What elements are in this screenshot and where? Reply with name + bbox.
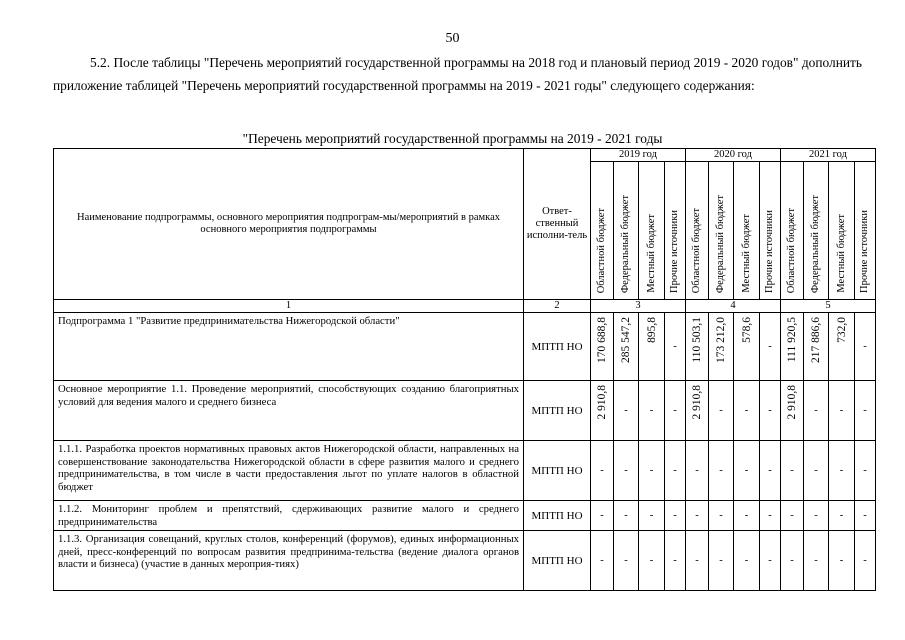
row-value: -	[591, 441, 614, 501]
table-title: "Перечень мероприятий государственной программы на 2019 - 2021 годы	[242, 131, 663, 146]
row-value: -	[709, 501, 734, 531]
table-row	[54, 441, 876, 501]
header-year-2021: 2021 год	[781, 149, 876, 162]
row-value	[686, 381, 709, 441]
row-value: -	[855, 501, 876, 531]
table-row	[54, 531, 876, 591]
row-value: -	[734, 441, 760, 501]
row-value: -	[760, 381, 781, 441]
row-value-text: 170 688,8	[596, 317, 608, 363]
col-number: 2	[524, 300, 591, 313]
row-value: -	[734, 501, 760, 531]
row-value: -	[665, 441, 686, 501]
header-year-2020: 2020 год	[686, 149, 781, 162]
row-value	[639, 313, 665, 381]
row-value	[591, 313, 614, 381]
row-value: -	[614, 441, 639, 501]
row-name: 1.1.3. Организация совещаний, круглых столов, конференций (форумов), единых информационных дней, пресс-конференций по вопросам развития предпринима-тельства (ведение диалога органов власти и бизнеса) (участие в данных мероприя-тиях)	[54, 531, 524, 591]
col-number: 3	[591, 300, 686, 313]
row-value: -	[804, 441, 829, 501]
row-value: -	[665, 381, 686, 441]
row-value: -	[614, 381, 639, 441]
row-value-text: 111 920,5	[786, 317, 798, 363]
row-name: Основное мероприятие 1.1. Проведение мероприятий, способствующих созданию благоприятных условий для ведения малого и среднего бизнеса	[54, 381, 524, 441]
row-value: -	[804, 381, 829, 441]
table-row	[54, 381, 876, 441]
row-value: -	[760, 501, 781, 531]
row-value-text: 2 910,8	[691, 385, 703, 420]
table-row	[54, 313, 876, 381]
row-name: 1.1.1. Разработка проектов нормативных правовых актов Нижегородской области, направленных на совершенствование законодательства Нижегородской области в сфере развития малого и среднего предпринимательства, в том числе в части предоставления льгот по уплате налогов в областной бюджет	[54, 441, 524, 501]
row-value: -	[855, 441, 876, 501]
header-name-col: Наименование подпрограммы, основного мероприятия подпрограм-мы/мероприятий в рамках основного мероприятия подпрограммы	[54, 149, 524, 300]
header-source: Федеральный бюджет	[804, 162, 829, 300]
row-value: -	[614, 531, 639, 591]
header-source: Прочие источники	[665, 162, 686, 300]
row-value: -	[709, 531, 734, 591]
row-responsible: МПТП НО	[524, 441, 591, 501]
row-value: -	[665, 313, 686, 381]
row-value: -	[686, 531, 709, 591]
row-value: -	[855, 531, 876, 591]
header-source: Местный бюджет	[829, 162, 855, 300]
row-value-text: 217 886,6	[810, 317, 822, 363]
row-value	[804, 313, 829, 381]
col-number: 4	[686, 300, 781, 313]
row-value-text: 2 910,8	[786, 385, 798, 420]
header-source: Прочие источники	[760, 162, 781, 300]
row-value: -	[639, 501, 665, 531]
row-value: -	[804, 531, 829, 591]
row-value: -	[804, 501, 829, 531]
row-value	[781, 381, 804, 441]
header-source: Областной бюджет	[591, 162, 614, 300]
header-year-2019: 2019 год	[591, 149, 686, 162]
measures-table	[53, 148, 876, 591]
row-value: -	[686, 441, 709, 501]
row-value: -	[639, 531, 665, 591]
row-name: Подпрограмма 1 "Развитие предпринимательства Нижегородской области"	[54, 313, 524, 381]
row-value	[781, 313, 804, 381]
row-value: -	[781, 501, 804, 531]
row-value-text: 578,6	[740, 317, 753, 343]
col-number: 1	[54, 300, 524, 313]
row-responsible: МПТП НО	[524, 531, 591, 591]
row-value: -	[665, 501, 686, 531]
row-value: -	[709, 381, 734, 441]
row-value: -	[760, 313, 781, 381]
row-value-text: 285 547,2	[620, 317, 632, 363]
row-responsible: МПТП НО	[524, 381, 591, 441]
header-responsible-col: Ответ-ственный исполни-тель	[524, 149, 591, 300]
row-value: -	[614, 501, 639, 531]
header-source: Прочие источники	[855, 162, 876, 300]
table-row	[54, 501, 876, 531]
row-value: -	[591, 531, 614, 591]
col-number: 5	[781, 300, 876, 313]
row-value-text: 2 910,8	[596, 385, 608, 420]
row-value-text: 895,8	[645, 317, 658, 343]
row-value: -	[829, 531, 855, 591]
row-value	[686, 313, 709, 381]
row-value-text: 173 212,0	[715, 317, 727, 363]
page-number: 50	[445, 31, 460, 46]
intro-text	[53, 51, 862, 97]
row-value: -	[686, 501, 709, 531]
header-source: Федеральный бюджет	[614, 162, 639, 300]
row-value	[709, 313, 734, 381]
row-responsible: МПТП НО	[524, 501, 591, 531]
row-value	[734, 313, 760, 381]
header-source: Местный бюджет	[639, 162, 665, 300]
table-body	[54, 313, 876, 591]
row-value: -	[829, 381, 855, 441]
row-value	[829, 313, 855, 381]
row-value: -	[665, 531, 686, 591]
row-name: 1.1.2. Мониторинг проблем и препятствий, сдерживающих развитие малого и среднего предпринимательства	[54, 501, 524, 531]
row-value: -	[709, 441, 734, 501]
intro-paragraph	[53, 51, 862, 97]
header-source: Федеральный бюджет	[709, 162, 734, 300]
row-value: -	[829, 441, 855, 501]
row-value: -	[639, 441, 665, 501]
row-value: -	[734, 531, 760, 591]
row-value: -	[855, 381, 876, 441]
row-value: -	[829, 501, 855, 531]
row-value-text: 732,0	[835, 317, 848, 343]
intro-paragraph-text: 5.2. После таблицы "Перечень мероприятий государственной программы на 2018 год и плановый период 2019 - 2020 годов" дополнить приложение таблицей "Перечень мероприятий государственной программы на 2019 - 2021 годы" следующего содержания:	[53, 55, 862, 93]
row-value: -	[639, 381, 665, 441]
header-source: Местный бюджет	[734, 162, 760, 300]
row-responsible: МПТП НО	[524, 313, 591, 381]
row-value: -	[591, 501, 614, 531]
row-value: -	[734, 381, 760, 441]
header-source: Областной бюджет	[781, 162, 804, 300]
row-value: -	[781, 441, 804, 501]
row-value: -	[760, 441, 781, 501]
row-value	[614, 313, 639, 381]
row-value: -	[855, 313, 876, 381]
row-value: -	[781, 531, 804, 591]
row-value	[591, 381, 614, 441]
row-value: -	[760, 531, 781, 591]
header-source: Областной бюджет	[686, 162, 709, 300]
row-value-text: 110 503,1	[691, 317, 703, 363]
